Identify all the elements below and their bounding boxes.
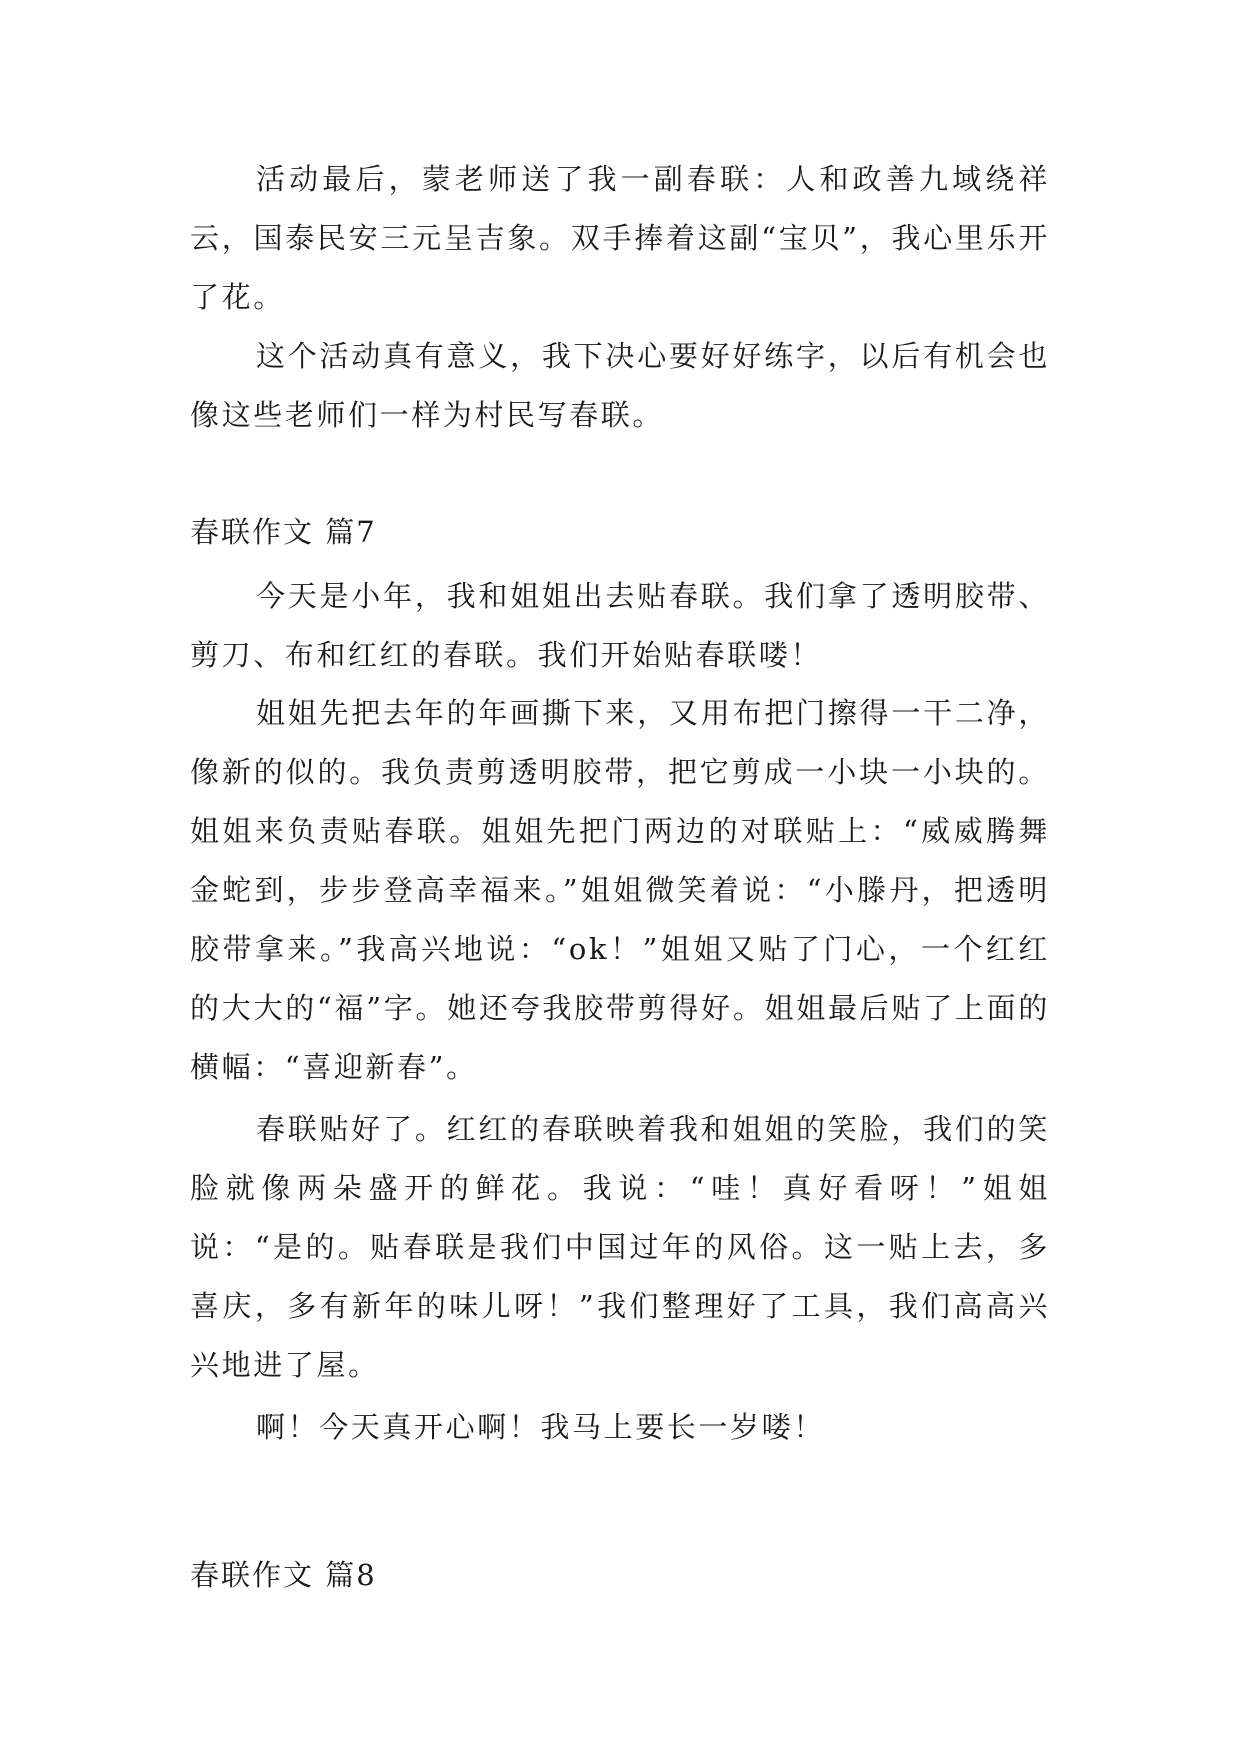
paragraph-couplet-gift: 活动最后，蒙老师送了我一副春联：人和政善九域绕祥云，国泰民安三元呈吉象。双手捧着这副“宝贝”，我心里乐开了花。: [190, 162, 1050, 314]
section-heading-7: 春联作文 篇7: [190, 515, 377, 549]
section-heading-8: 春联作文 篇8: [190, 1558, 377, 1592]
paragraph-meaningful-activity: 这个活动真有意义，我下决心要好好练字，以后有机会也像这些老师们一样为村民写春联。: [190, 339, 1050, 432]
paragraph-sister-posts-couplets: 姐姐先把去年的年画撕下来，又用布把门擦得一干二净，像新的似的。我负责剪透明胶带，把它剪成一小块一小块的。姐姐来负责贴春联。姐姐先把门两边的对联贴上：“威威腾舞金蛇到，步步登高幸福来。”姐姐微笑着说：“小滕丹，把透明胶带拿来。”我高兴地说：“ok！”姐姐又贴了门心，一个红红的大大的“福”字。她还夸我胶带剪得好。姐姐最后贴了上面的横幅：“喜迎新春”。: [190, 696, 1050, 1084]
paragraph-xiaonian: 今天是小年，我和姐姐出去贴春联。我们拿了透明胶带、剪刀、布和红红的春联。我们开始贴春联喽！: [190, 579, 1050, 672]
paragraph-couplets-done: 春联贴好了。红红的春联映着我和姐姐的笑脸，我们的笑脸就像两朵盛开的鲜花。我说：“哇！真好看呀！”姐姐说：“是的。贴春联是我们中国过年的风俗。这一贴上去，多喜庆，多有新年的味儿呀！”我们整理好了工具，我们高高兴兴地进了屋。: [190, 1112, 1050, 1382]
paragraph-happy-day: 啊！今天真开心啊！我马上要长一岁喽！: [256, 1410, 825, 1444]
